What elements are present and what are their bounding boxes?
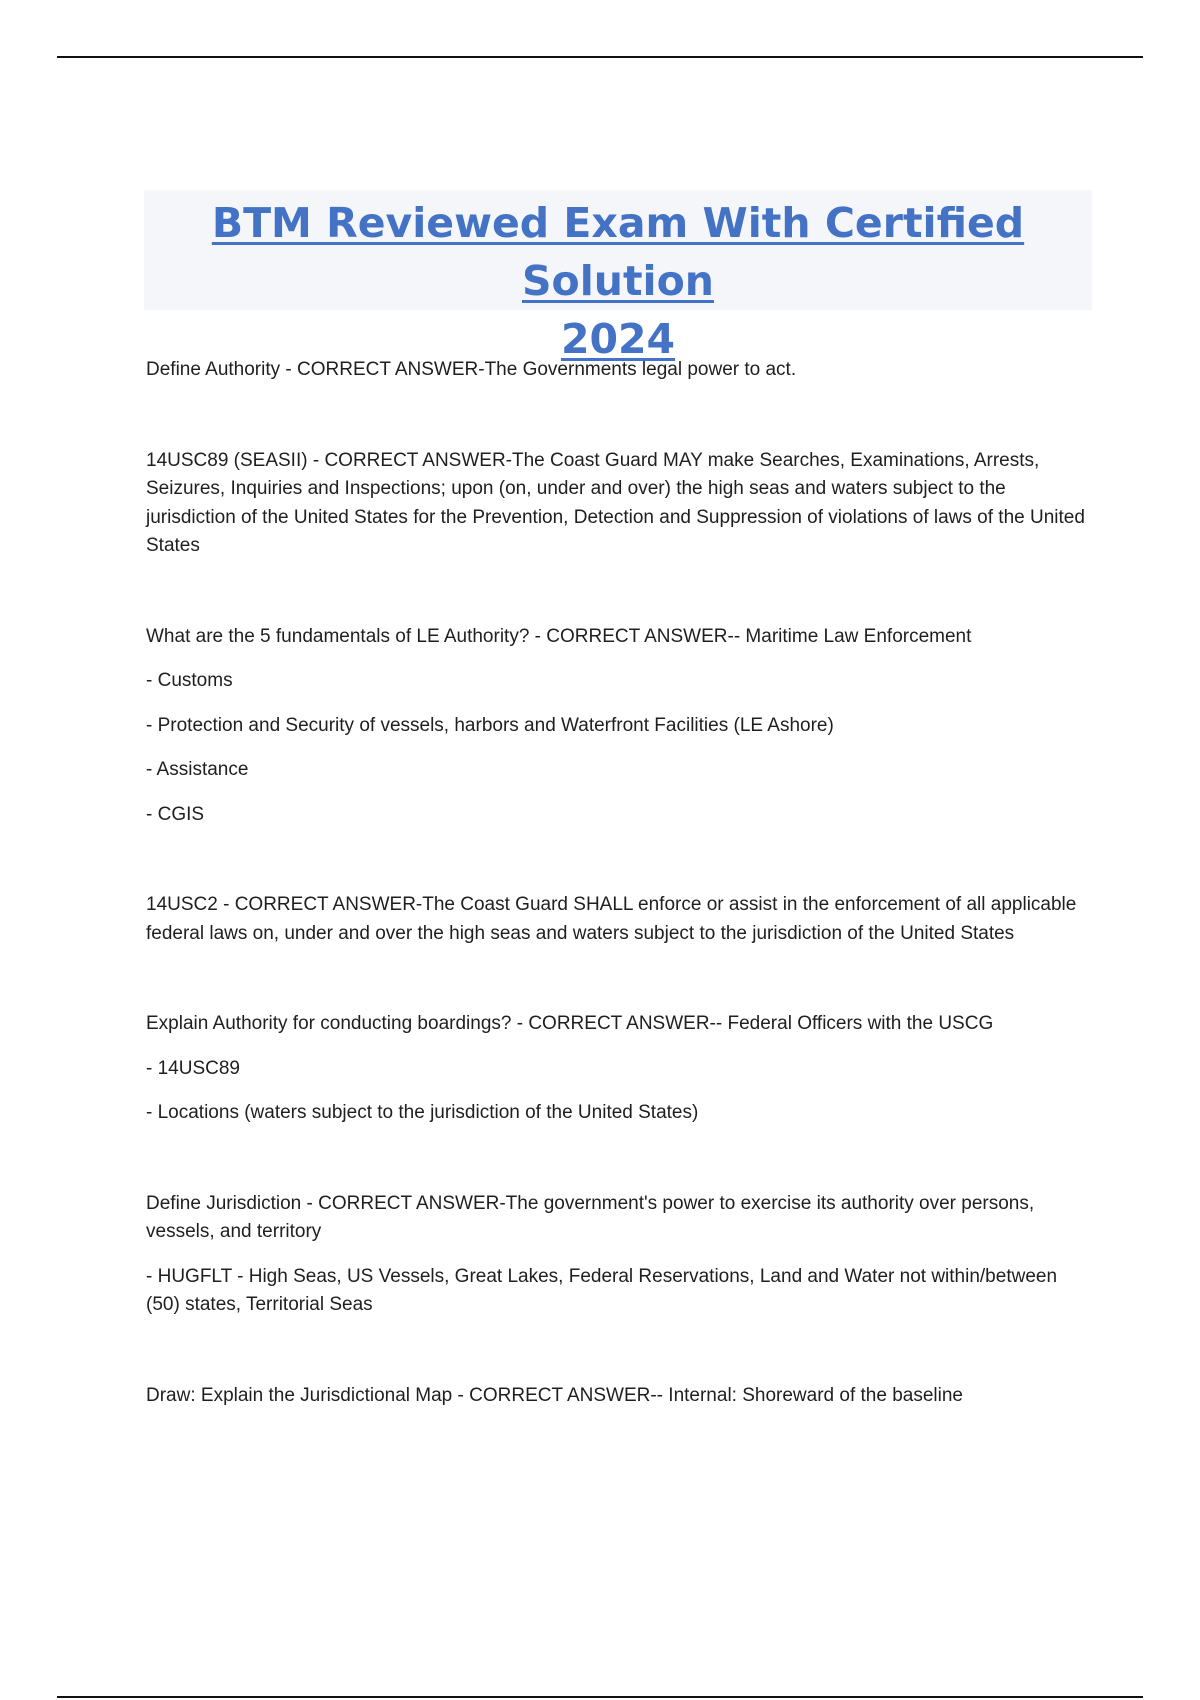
qa-list [146, 356, 1086, 1410]
title-line-2: 2024 [560, 315, 676, 363]
qa-subitem: - Locations (waters subject to the jurisdiction of the United States) [146, 1102, 699, 1123]
qa-subitem: - HUGFLT - High Seas, US Vessels, Great Lakes, Federal Reservations, Land and Water not within/between (50) states, Territorial Seas [146, 1265, 1058, 1315]
qa-item-boarding-authority: Explain Authority for conducting boardings? - CORRECT ANSWER-- Federal Officers with the USCG [146, 1013, 994, 1034]
qa-subitem: - CGIS [146, 803, 205, 825]
qa-item-define-jurisdiction: Define Jurisdiction - CORRECT ANSWER-The government's power to exercise its authority over persons, vessels, and territory [146, 1192, 1035, 1242]
document-title [144, 190, 1092, 363]
qa-subitem: - Protection and Security of vessels, harbors and Waterfront Facilities (LE Ashore) [146, 714, 834, 736]
title-line-1: BTM Reviewed Exam With Certified Solution [211, 199, 1025, 305]
bottom-rule [57, 1696, 1143, 1698]
qa-item-define-authority: Define Authority - CORRECT ANSWER-The Governments legal power to act. [146, 359, 797, 380]
qa-item-14usc89: 14USC89 (SEASII) - CORRECT ANSWER-The Coast Guard MAY make Searches, Examinations, Arrests, Seizures, Inquiries and Inspections; upon (on, under and over) the high seas and waters subject to the jurisdiction of the United States for the Prevention, Detection and Suppression of violations of laws of the United States [146, 449, 1085, 556]
qa-subitem: - Customs [146, 670, 233, 691]
qa-item-jurisdictional-map: Draw: Explain the Jurisdictional Map - CORRECT ANSWER-- Internal: Shoreward of the baseline [146, 1384, 963, 1406]
top-rule [57, 56, 1143, 58]
qa-item-14usc2: 14USC2 - CORRECT ANSWER-The Coast Guard SHALL enforce or assist in the enforcement of all applicable federal laws on, under and over the high seas and waters subject to the jurisdiction of the United States [146, 894, 1077, 944]
qa-item-le-fundamentals: What are the 5 fundamentals of LE Authority? - CORRECT ANSWER-- Maritime Law Enforcement [146, 625, 972, 647]
qa-subitem: - 14USC89 [146, 1057, 240, 1079]
qa-subitem: - Assistance [146, 759, 249, 780]
